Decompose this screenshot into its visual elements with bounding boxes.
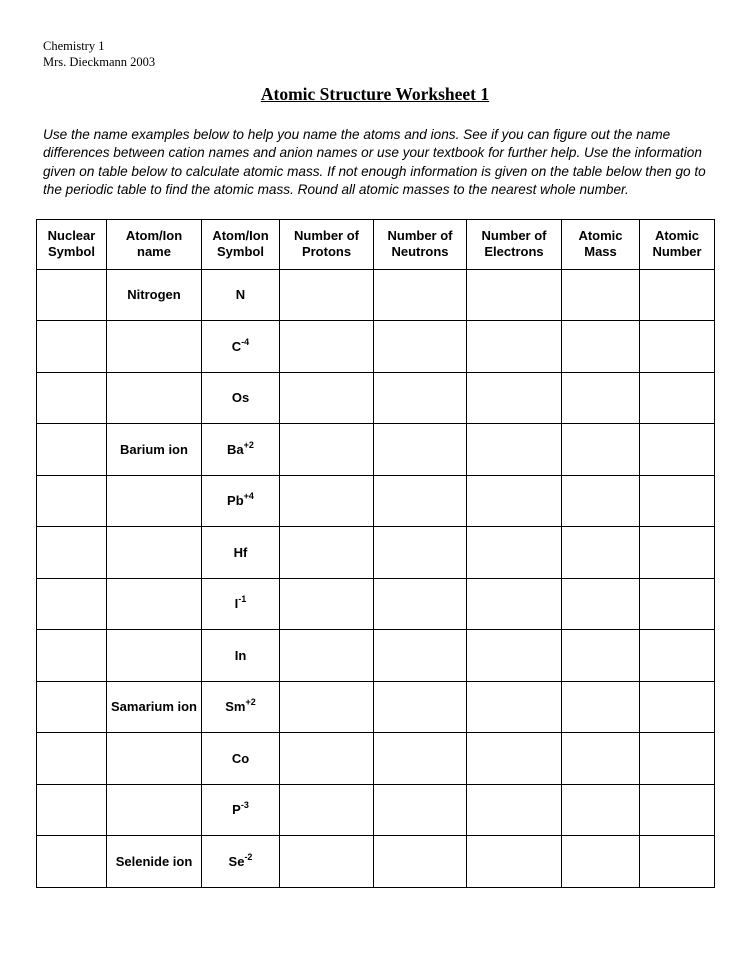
cell-neutrons bbox=[374, 424, 467, 476]
ion-charge-superscript: +2 bbox=[243, 439, 254, 450]
cell-neutrons bbox=[374, 527, 467, 579]
cell-nuclear-symbol bbox=[37, 681, 107, 733]
cell-neutrons bbox=[374, 733, 467, 785]
cell-electrons bbox=[467, 475, 562, 527]
cell-atomic-number bbox=[640, 527, 715, 579]
ion-symbol: N bbox=[235, 287, 246, 303]
cell-atom-ion-name: Selenide ion bbox=[107, 836, 202, 888]
worksheet-title: Atomic Structure Worksheet 1 bbox=[260, 83, 490, 104]
cell-atomic-mass bbox=[562, 681, 640, 733]
cell-atom-ion-symbol bbox=[202, 372, 280, 424]
cell-atom-ion-symbol bbox=[202, 836, 280, 888]
cell-protons bbox=[280, 269, 374, 321]
ion-symbol: P bbox=[232, 802, 241, 818]
cell-protons bbox=[280, 681, 374, 733]
cell-protons bbox=[280, 578, 374, 630]
cell-atom-ion-symbol bbox=[202, 681, 280, 733]
cell-atomic-mass bbox=[562, 527, 640, 579]
cell-atom-ion-symbol bbox=[202, 475, 280, 527]
column-header-atom-ion-name: Atom/Ion name bbox=[107, 219, 202, 269]
cell-nuclear-symbol bbox=[37, 527, 107, 579]
table-row bbox=[37, 630, 715, 682]
cell-atomic-number bbox=[640, 475, 715, 527]
cell-electrons bbox=[467, 321, 562, 373]
cell-protons bbox=[280, 372, 374, 424]
cell-atom-ion-symbol bbox=[202, 733, 280, 785]
cell-nuclear-symbol bbox=[37, 578, 107, 630]
ion-charge-superscript: -1 bbox=[238, 594, 247, 605]
ion-symbol: C bbox=[231, 338, 242, 354]
document-header bbox=[43, 38, 714, 71]
cell-atom-ion-symbol bbox=[202, 424, 280, 476]
cell-electrons bbox=[467, 784, 562, 836]
cell-atomic-mass bbox=[562, 836, 640, 888]
cell-atom-ion-name: Barium ion bbox=[107, 424, 202, 476]
cell-atom-ion-name bbox=[107, 784, 202, 836]
ion-symbol: Sm bbox=[225, 699, 246, 715]
ion-symbol: Os bbox=[231, 390, 250, 406]
cell-atomic-mass bbox=[562, 424, 640, 476]
cell-atom-ion-symbol bbox=[202, 578, 280, 630]
ion-charge-superscript: -2 bbox=[244, 851, 253, 862]
cell-atom-ion-name bbox=[107, 578, 202, 630]
column-header-electrons: Number of Electrons bbox=[467, 219, 562, 269]
cell-neutrons bbox=[374, 372, 467, 424]
cell-electrons bbox=[467, 424, 562, 476]
cell-electrons bbox=[467, 372, 562, 424]
cell-atomic-number bbox=[640, 372, 715, 424]
cell-atomic-number bbox=[640, 784, 715, 836]
table-row bbox=[37, 372, 715, 424]
table-header-row bbox=[37, 219, 715, 269]
table-row bbox=[37, 836, 715, 888]
cell-neutrons bbox=[374, 269, 467, 321]
cell-electrons bbox=[467, 269, 562, 321]
cell-neutrons bbox=[374, 321, 467, 373]
ion-charge-superscript: +4 bbox=[243, 491, 254, 502]
cell-atom-ion-name bbox=[107, 630, 202, 682]
ion-symbol: Ba bbox=[227, 441, 244, 457]
cell-nuclear-symbol bbox=[37, 836, 107, 888]
cell-atomic-number bbox=[640, 681, 715, 733]
cell-atom-ion-name bbox=[107, 321, 202, 373]
table-row bbox=[37, 784, 715, 836]
cell-atom-ion-name bbox=[107, 372, 202, 424]
cell-electrons bbox=[467, 527, 562, 579]
cell-electrons bbox=[467, 630, 562, 682]
table-row bbox=[37, 475, 715, 527]
cell-atom-ion-symbol bbox=[202, 784, 280, 836]
table-row bbox=[37, 681, 715, 733]
cell-electrons bbox=[467, 578, 562, 630]
cell-electrons bbox=[467, 836, 562, 888]
cell-atomic-mass bbox=[562, 630, 640, 682]
cell-atom-ion-name bbox=[107, 733, 202, 785]
table-row bbox=[37, 269, 715, 321]
ion-charge-superscript: -4 bbox=[241, 336, 250, 347]
column-header-protons: Number of Protons bbox=[280, 219, 374, 269]
ion-symbol: I bbox=[234, 596, 239, 612]
column-header-atom-ion-symbol: Atom/Ion Symbol bbox=[202, 219, 280, 269]
cell-nuclear-symbol bbox=[37, 475, 107, 527]
cell-protons bbox=[280, 424, 374, 476]
column-header-nuclear-symbol: Nuclear Symbol bbox=[37, 219, 107, 269]
teacher-name: Mrs. Dieckmann 2003 bbox=[43, 55, 156, 70]
cell-atomic-number bbox=[640, 836, 715, 888]
cell-neutrons bbox=[374, 630, 467, 682]
cell-neutrons bbox=[374, 475, 467, 527]
cell-atom-ion-name: Nitrogen bbox=[107, 269, 202, 321]
cell-atom-ion-symbol bbox=[202, 630, 280, 682]
cell-atom-ion-symbol bbox=[202, 321, 280, 373]
cell-nuclear-symbol bbox=[37, 733, 107, 785]
worksheet-table bbox=[36, 219, 715, 888]
cell-atom-ion-name bbox=[107, 475, 202, 527]
table-row bbox=[37, 321, 715, 373]
cell-protons bbox=[280, 527, 374, 579]
column-header-neutrons: Number of Neutrons bbox=[374, 219, 467, 269]
cell-atomic-number bbox=[640, 424, 715, 476]
ion-charge-superscript: +2 bbox=[245, 697, 256, 708]
cell-protons bbox=[280, 733, 374, 785]
cell-nuclear-symbol bbox=[37, 784, 107, 836]
cell-atomic-number bbox=[640, 578, 715, 630]
cell-atom-ion-name bbox=[107, 527, 202, 579]
cell-atomic-number bbox=[640, 321, 715, 373]
cell-atomic-number bbox=[640, 269, 715, 321]
cell-protons bbox=[280, 784, 374, 836]
cell-protons bbox=[280, 630, 374, 682]
cell-atomic-mass bbox=[562, 784, 640, 836]
cell-neutrons bbox=[374, 784, 467, 836]
cell-atomic-mass bbox=[562, 372, 640, 424]
cell-neutrons bbox=[374, 681, 467, 733]
cell-atomic-mass bbox=[562, 321, 640, 373]
cell-atomic-number bbox=[640, 630, 715, 682]
cell-electrons bbox=[467, 733, 562, 785]
ion-charge-superscript: -3 bbox=[240, 800, 249, 811]
column-header-atomic-mass: Atomic Mass bbox=[562, 219, 640, 269]
ion-symbol: Pb bbox=[227, 493, 244, 509]
cell-nuclear-symbol bbox=[37, 321, 107, 373]
cell-atom-ion-symbol bbox=[202, 269, 280, 321]
cell-protons bbox=[280, 475, 374, 527]
ion-symbol: Co bbox=[231, 750, 250, 766]
worksheet-table-body bbox=[37, 269, 715, 887]
table-row bbox=[37, 424, 715, 476]
cell-atomic-mass bbox=[562, 269, 640, 321]
cell-protons bbox=[280, 321, 374, 373]
instructions-paragraph: Use the name examples below to help you name the atoms and ions. See if you can figure out the name differences between cation names and anion names or use your textbook for further help. Use the information given on table below to calculate atomic mass. If not enough information is given on the table below then go to the periodic table to find the atomic mass. Round all atomic masses to the nearest whole number. bbox=[43, 126, 706, 198]
table-row bbox=[37, 527, 715, 579]
cell-atomic-number bbox=[640, 733, 715, 785]
cell-nuclear-symbol bbox=[37, 630, 107, 682]
table-row bbox=[37, 578, 715, 630]
ion-symbol: In bbox=[234, 647, 247, 663]
cell-nuclear-symbol bbox=[37, 424, 107, 476]
cell-neutrons bbox=[374, 578, 467, 630]
course-name: Chemistry 1 bbox=[43, 39, 105, 53]
cell-electrons bbox=[467, 681, 562, 733]
cell-atomic-mass bbox=[562, 733, 640, 785]
cell-nuclear-symbol bbox=[37, 372, 107, 424]
column-header-atomic-number: Atomic Number bbox=[640, 219, 715, 269]
cell-neutrons bbox=[374, 836, 467, 888]
cell-atom-ion-name: Samarium ion bbox=[107, 681, 202, 733]
cell-atomic-mass bbox=[562, 578, 640, 630]
cell-nuclear-symbol bbox=[37, 269, 107, 321]
cell-protons bbox=[280, 836, 374, 888]
table-row bbox=[37, 733, 715, 785]
cell-atomic-mass bbox=[562, 475, 640, 527]
cell-atom-ion-symbol bbox=[202, 527, 280, 579]
ion-symbol: Hf bbox=[233, 544, 248, 560]
ion-symbol: Se bbox=[228, 853, 245, 869]
